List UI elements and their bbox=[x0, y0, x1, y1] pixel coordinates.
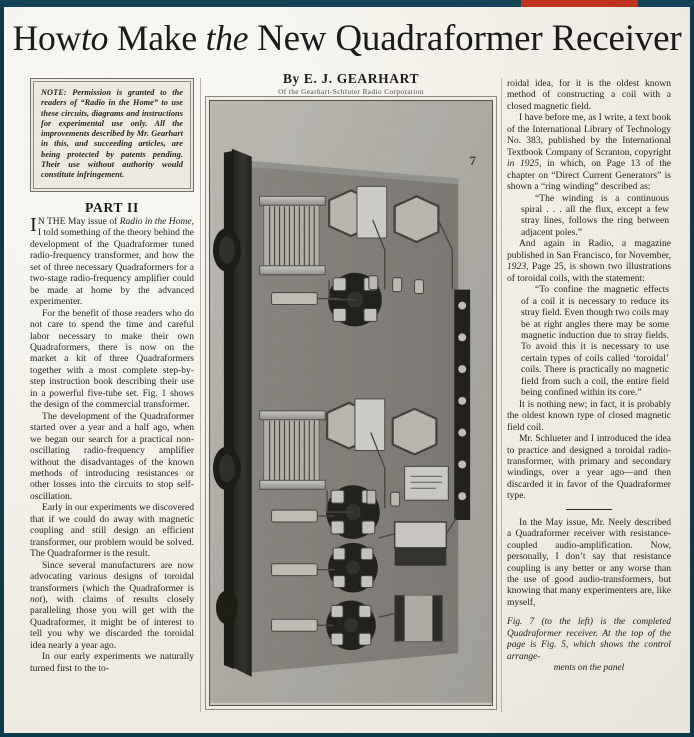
title-word-the: the bbox=[205, 18, 249, 58]
paragraph bbox=[507, 112, 671, 192]
paragraph bbox=[507, 238, 671, 284]
paragraph: For the benefit of those readers who do not care to spend the time and careful labor necessary to make their own Quadraformers, there is now on the market a kit of three Quadraformers together with a most complete step-by-step instruction book describing their use in a powerful five-tube set. Fig. 1 shows the design of the commercial transformer. bbox=[30, 307, 194, 411]
small-caps-lead: N THE bbox=[37, 216, 66, 227]
paragraph-text: I have before me, as I write, a text book of the International Library of Technology No. 383, published by the International Textbook Company of Scranton, copyright bbox=[507, 112, 671, 158]
italic-copyright: in 1925 bbox=[507, 158, 540, 170]
paragraph-text: , in which, on Page 13 of the chapter on “Direct Current Generators” is shown a “ring winding” described as: bbox=[507, 158, 671, 193]
receiver-photo-illustration bbox=[210, 101, 492, 703]
author-affiliation: Of the Gearhart-Schluter Radio Corporation bbox=[278, 88, 424, 96]
part-heading: PART II bbox=[85, 200, 139, 215]
paragraph: Early in our experiments we discovered that if we could do away with magnetic coupling and still design an efficient transformer, our problem would be solved. The Quadraformer is the result. bbox=[30, 502, 194, 560]
paragraph-text: Since several manufacturers are now advocating various designs of toroidal transformers (which the Quadraformer is bbox=[30, 559, 194, 594]
column-rule-left bbox=[200, 78, 201, 712]
article-column-right bbox=[507, 78, 671, 732]
figure-number: 7 bbox=[469, 153, 476, 168]
section-divider bbox=[566, 509, 612, 510]
paragraph-text: , Page 25, is shown two illustrations of toroidal coils, with the statement: bbox=[507, 261, 671, 284]
paragraph: In our early experiments we naturally turned first to the to- bbox=[30, 651, 194, 674]
article-column-left bbox=[30, 216, 194, 732]
magazine-page bbox=[4, 7, 690, 733]
note-box bbox=[30, 78, 194, 192]
paragraph-text: ), with claims of results closely paralleling those you will get with the Quadraformer, it might be of interest to tell you why we discarded the toroidal idea nearly a year ago. bbox=[30, 593, 194, 651]
note-text bbox=[41, 88, 183, 181]
italic-title: Radio in the Home, bbox=[119, 216, 194, 227]
note-box-inner bbox=[33, 81, 191, 189]
paragraph-text: And again in Radio, a magazine published in San Francisco, for November, bbox=[507, 238, 671, 261]
paragraph: In the May issue, Mr. Neely described a Quadraformer receiver with resistance-coupled audio-amplification. Now, personally, I don’t say that resistance coupling is any better or any worse than the use of good audio-transformers, but knowing that many experimenters are, like myself, bbox=[507, 516, 671, 608]
paragraph bbox=[30, 216, 194, 308]
page-title bbox=[4, 18, 690, 59]
column-rule-right bbox=[501, 78, 502, 712]
accent-segment bbox=[521, 0, 638, 7]
paragraph: roidal idea, for it is the oldest known method of constructing a coil with a closed magnetic field. bbox=[507, 78, 671, 112]
figure-caption bbox=[507, 617, 671, 674]
note-body: Permission is granted to the readers of “Radio in the Home” to use these circuits, diagrams and instructions for experimental use only. All the improvements described by Mr. Gearhart in this, and succeeding articles, are being protected by patents pending. Their use without authority would constitute infringement. bbox=[41, 88, 184, 180]
figure-photo bbox=[209, 100, 493, 706]
paragraph-text: May issue of bbox=[65, 216, 120, 227]
window-top-strip bbox=[0, 0, 694, 7]
byline bbox=[206, 71, 496, 96]
figure-caption-text: Fig. 7 (to the left) is the completed Quadraformer receiver. At the top of the page is Fig. 5, which shows the control arrange- bbox=[507, 617, 671, 662]
figure-caption-last-line: ments on the panel bbox=[553, 663, 625, 674]
figure-photo-frame bbox=[205, 96, 497, 710]
paragraph: Mr. Schlueter and I introduced the idea to practice and designed a toroidal radio-transformer, with primary and secondary windings, over a year ago—and then discarded it in favor of the Quadraformer type. bbox=[507, 433, 671, 502]
paragraph bbox=[30, 560, 194, 652]
italic-year: 1923 bbox=[507, 261, 527, 273]
paragraph-text: I told something of the theory behind the development of the Quadraformer tuned radio-frequency transformer, and how the set of three necessary Quadraformers for a two-stage radio-frequency amplifier could be made at home by the advanced experimenter. bbox=[30, 227, 194, 308]
title-word-how: How bbox=[12, 18, 81, 58]
note-label: NOTE: bbox=[41, 88, 67, 97]
italic-emphasis: not bbox=[30, 593, 43, 605]
title-word-make: Make bbox=[116, 18, 197, 58]
author-name: By E. J. GEARHART bbox=[282, 71, 420, 86]
block-quote: “To confine the magnetic effects of a coil it is necessary to reduce its stray field. Even though two coils may be at right angles there may be some magnetic induction due to stray fields. To avoid this it is necessary to use certain types of coils called ‘toroidal’ coils. There is practically no magnetic field from such a coil, the entire field being confined within its core.” bbox=[521, 284, 669, 399]
title-word-to: to bbox=[80, 18, 109, 58]
title-word-rest: New Quadraformer Receiver bbox=[257, 18, 682, 59]
block-quote: “The winding is a continuous spiral . . . all the flux, except a few stray lines, follows the ring between adjacent poles.” bbox=[521, 192, 669, 238]
paragraph: It is nothing new; in fact, it is probably the oldest known type of closed magnetic field coil. bbox=[507, 398, 671, 433]
drop-cap: I bbox=[30, 216, 37, 236]
paragraph: The development of the Quadraformer started over a year and a half ago, when we began our search for a practical non-oscillating radio-frequency amplifier without the disadvantages of the known methods of introducing resistances or other losses into the circuits to stop self-oscillation. bbox=[30, 410, 194, 502]
